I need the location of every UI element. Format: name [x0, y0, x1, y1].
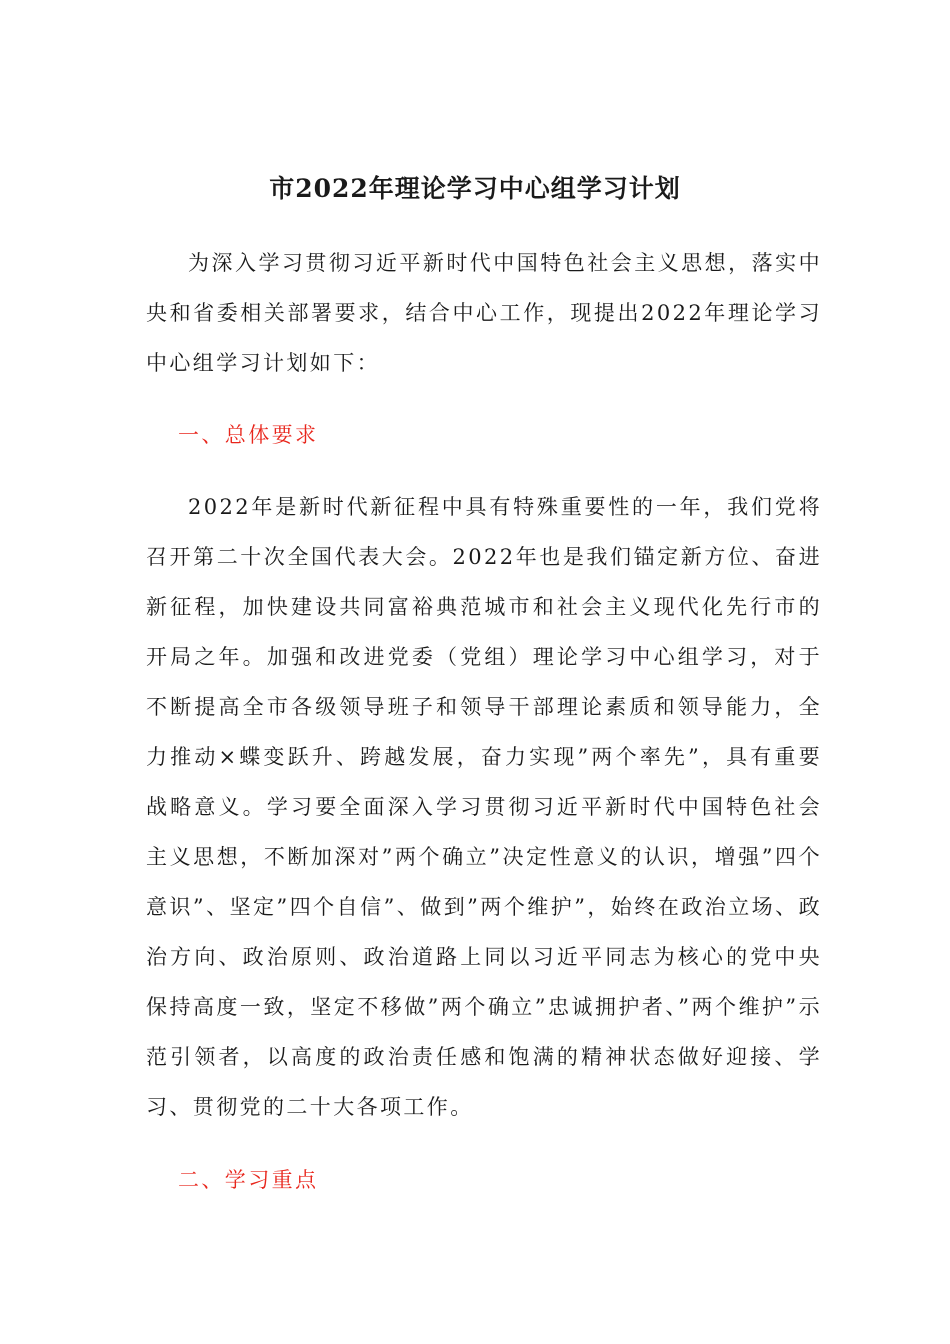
document-title: 市2022年理论学习中心组学习计划 [269, 174, 681, 203]
general-requirements-paragraph: 2022年是新时代新征程中具有特殊重要性的一年，我们党将召开第二十次全国代表大会。2022年也是我们锚定新方位、奋进新征程，加快建设共同富裕典范城市和社会主义现代化先行市的开局之年。加强和改进党委（党组）理论学习中心组学习，对于不断提高全市各级领导班子和领导干部理论素质和领导能力，全力推动×蝶变跃升、跨越发展，奋力实现”两个率先”，具有重要战略意义。学习要全面深入学习贯彻习近平新时代中国特色社会主义思想，不断加深对”两个确立”决定性意义的认识，增强”四个意识”、坚定”四个自信”、做到”两个维护”，始终在政治立场、政治方向、政治原则、政治道路上同以习近平同志为核心的党中央保持高度一致，坚定不移做”两个确立”忠诚拥护者、”两个维护”示范引领者，以高度的政治责任感和饱满的精神状态做好迎接、学习、贯彻党的二十大各项工作。 [146, 495, 822, 1119]
intro-paragraph: 为深入学习贯彻习近平新时代中国特色社会主义思想，落实中央和省委相关部署要求，结合中心工作，现提出2022年理论学习中心组学习计划如下： [146, 251, 822, 375]
section-heading-study-focus: 二、学习重点 [178, 1168, 319, 1192]
section-heading-general-requirements: 一、总体要求 [178, 423, 319, 447]
